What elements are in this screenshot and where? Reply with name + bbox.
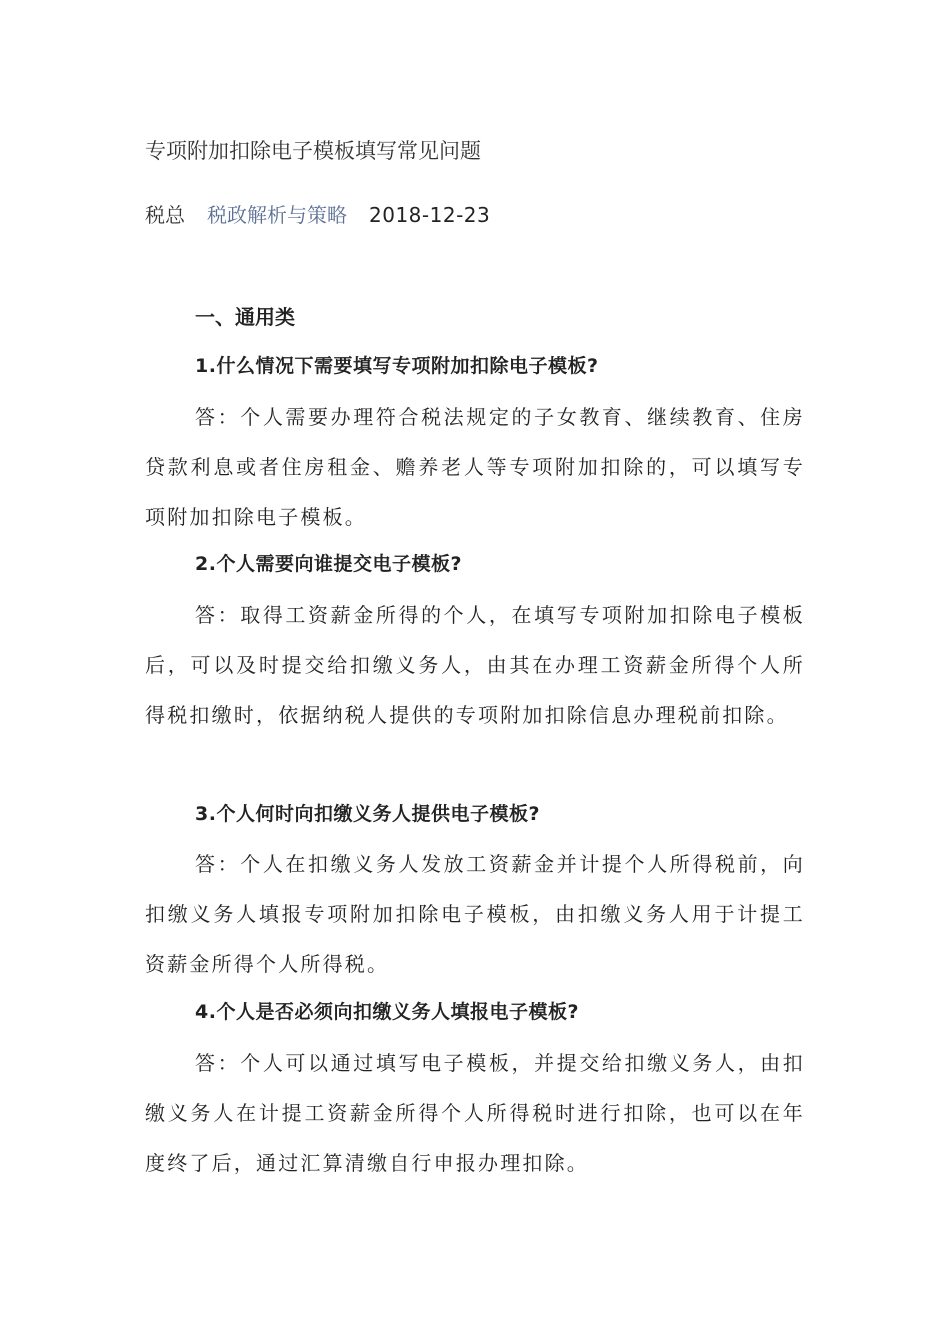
section-heading: 一、通用类 [195, 305, 295, 329]
question-3: 3.个人何时向扣缴义务人提供电子模板? [195, 803, 540, 825]
publish-date: 2018-12-23 [369, 203, 491, 227]
article-meta [145, 200, 490, 230]
answer-2: 答：取得工资薪金所得的个人，在填写专项附加扣除电子模板后，可以及时提交给扣缴义务人，由其在办理工资薪金所得个人所得税扣缴时，依据纳税人提供的专项附加扣除信息办理税前扣除。 [145, 603, 805, 727]
answer-3: 答：个人在扣缴义务人发放工资薪金并计提个人所得税前，向扣缴义务人填报专项附加扣除电子模板，由扣缴义务人用于计提工资薪金所得个人所得税。 [145, 852, 805, 976]
question-4: 4.个人是否必须向扣缴义务人填报电子模板? [195, 1001, 579, 1023]
question-2: 2.个人需要向谁提交电子模板? [195, 553, 462, 575]
answer-4: 答：个人可以通过填写电子模板，并提交给扣缴义务人，由扣缴义务人在计提工资薪金所得个人所得税时进行扣除，也可以在年度终了后，通过汇算清缴自行申报办理扣除。 [145, 1051, 805, 1175]
article-title: 专项附加扣除电子模板填写常见问题 [145, 139, 481, 163]
answer-1: 答：个人需要办理符合税法规定的子女教育、继续教育、住房贷款利息或者住房租金、赡养老人等专项附加扣除的，可以填写专项附加扣除电子模板。 [145, 405, 805, 529]
account-name-link[interactable]: 税政解析与策略 [207, 203, 347, 227]
question-1: 1.什么情况下需要填写专项附加扣除电子模板? [195, 355, 599, 377]
article-author: 税总 [145, 203, 185, 227]
